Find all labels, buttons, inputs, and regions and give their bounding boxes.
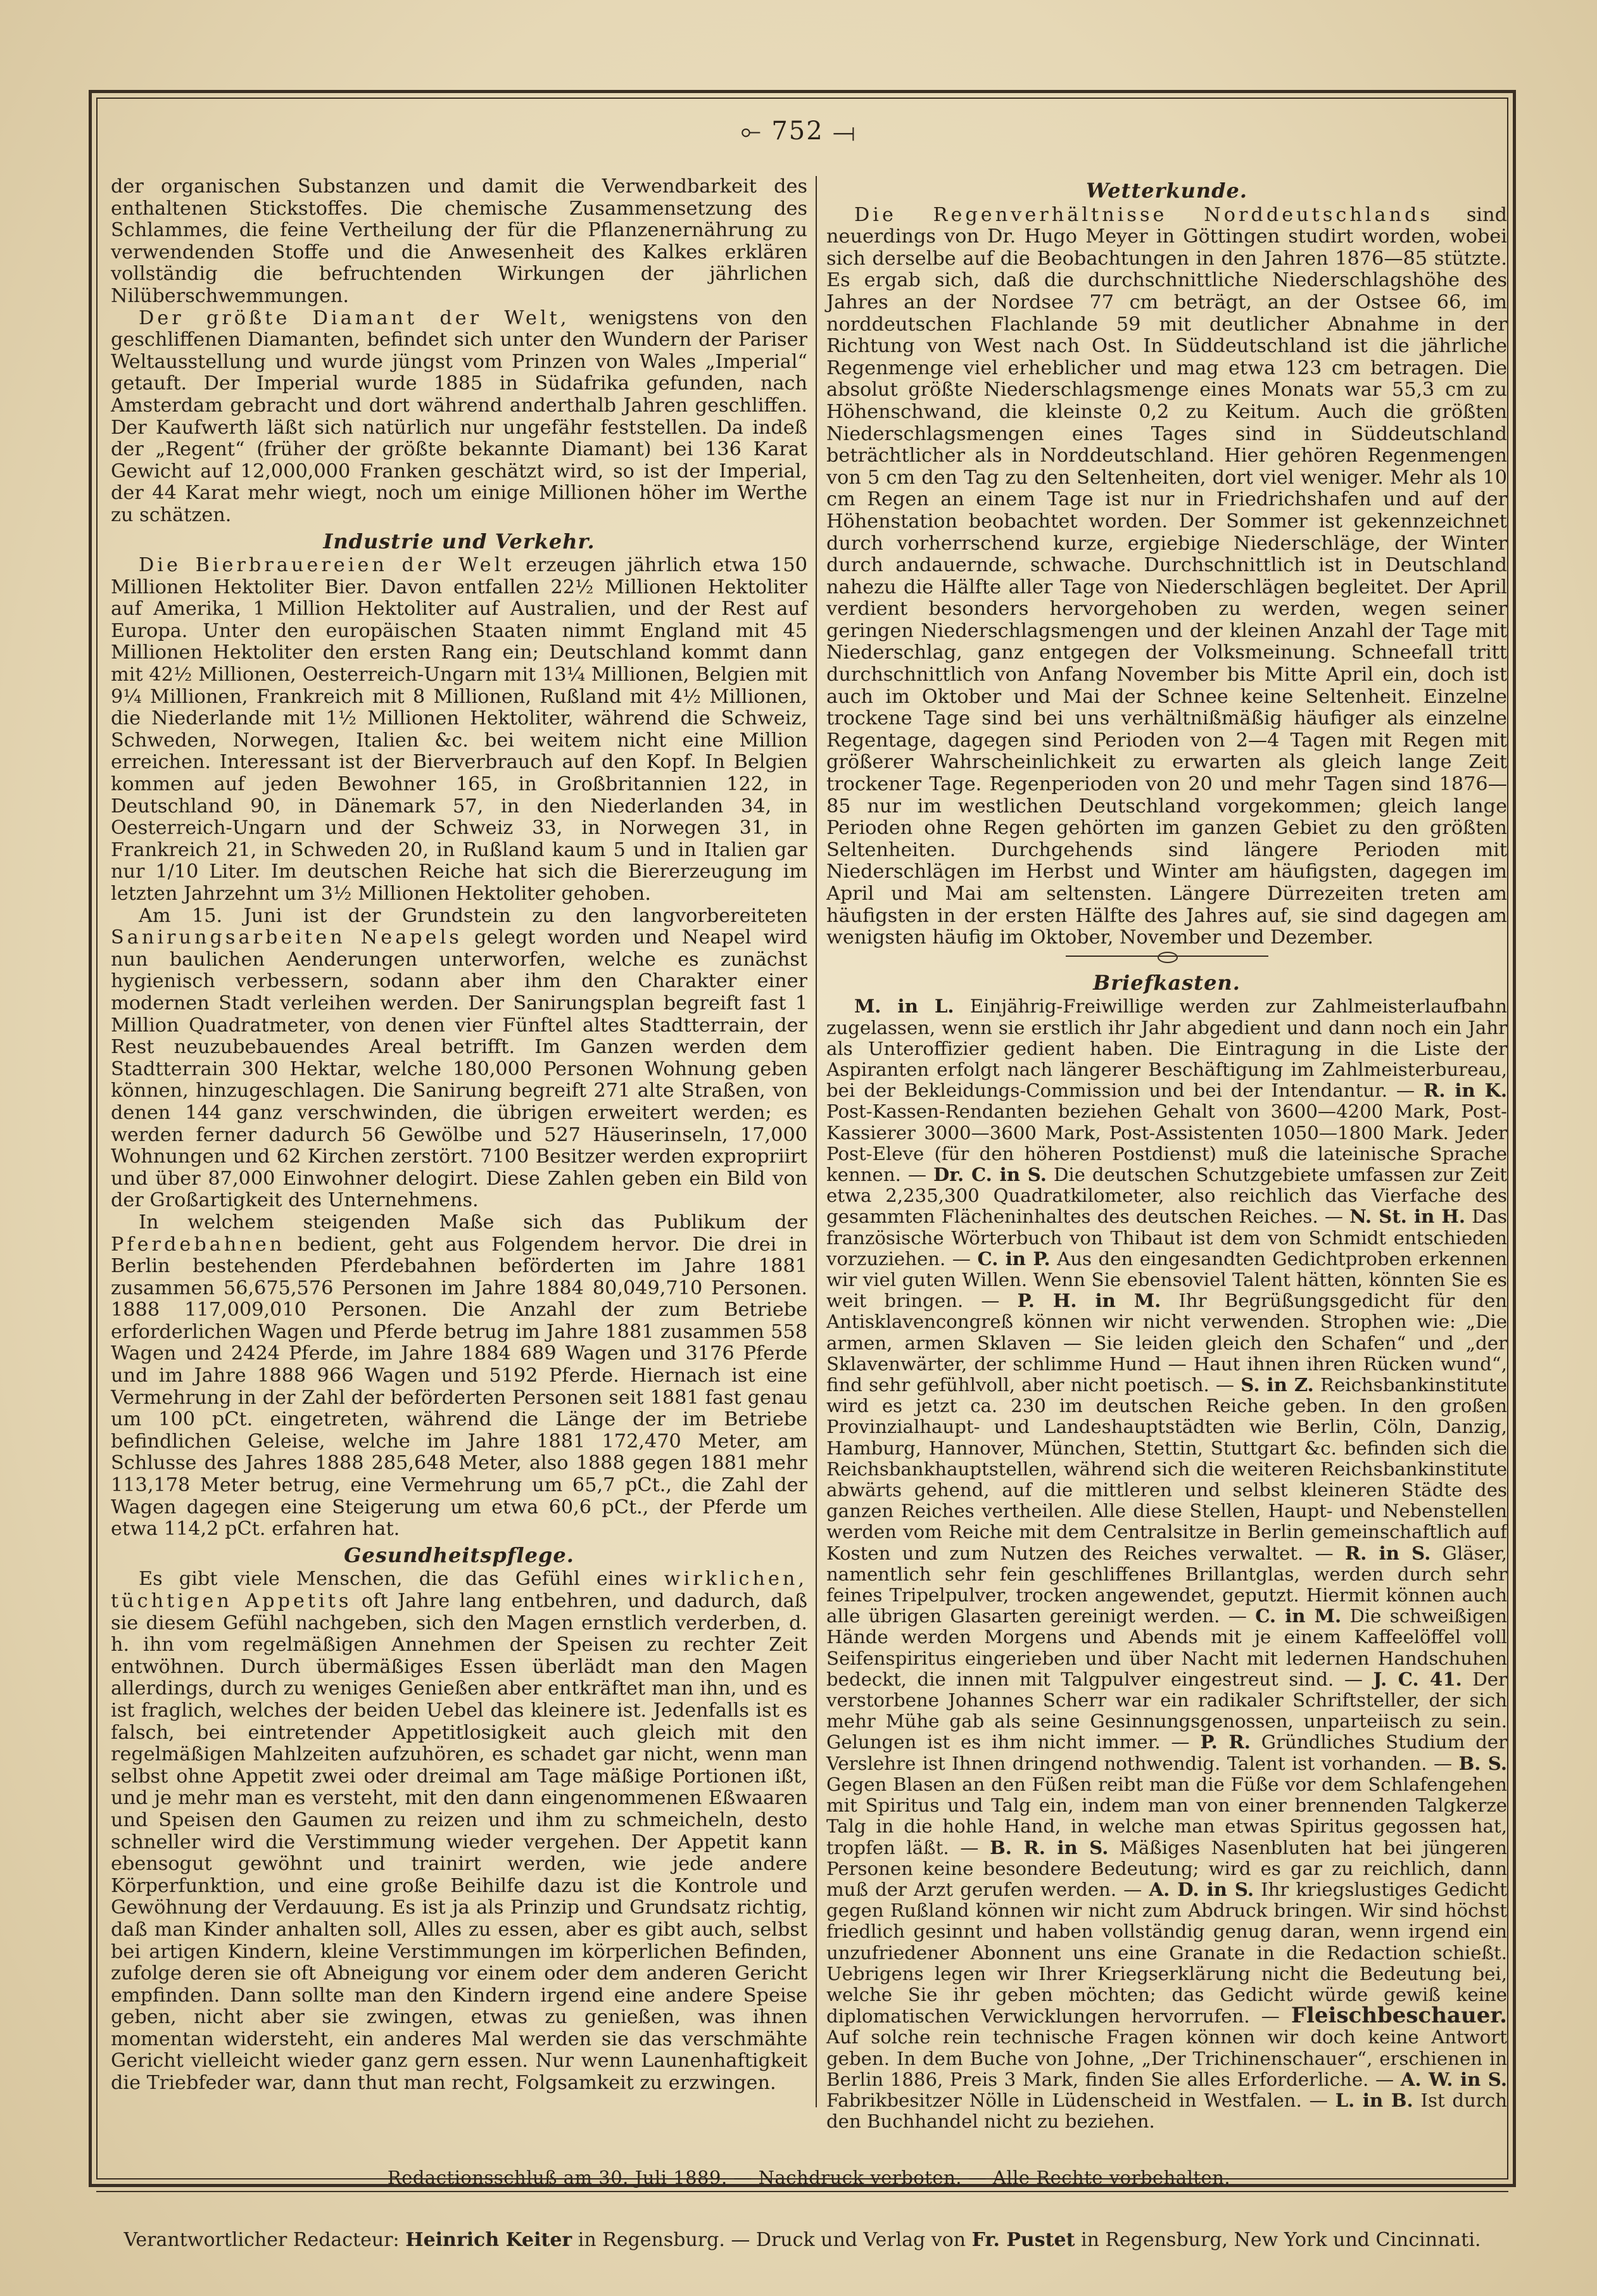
column-divider <box>816 176 817 2107</box>
section-title-industrie: Industrie und Verkehr. <box>323 529 595 553</box>
paragraph-diamond <box>111 308 807 527</box>
page-number-value: 752 <box>771 117 824 146</box>
letter-addressee: C. in P. <box>977 1247 1051 1270</box>
imprint-publisher: Fr. Pustet <box>971 2229 1075 2251</box>
text-tram-a: In welchem steigenden Maße sich das Publikum der <box>139 1211 807 1233</box>
letter-addressee: N. St. in H. <box>1349 1206 1466 1228</box>
letter-reply: Gläser, namentlich sehr fein geschliffenes Brillantglas, werden durch sehr feines Tripelpulver, trocken angewendet, geputzt. Hiermit können auch alle übrigen Glasarten gereinigt werden. — <box>826 1542 1507 1627</box>
letter-reply: Ihr kriegslustiges Gedicht gegen Rußland können wir nicht zum Abdruck bringen. Wir sind höchst friedlich gesinnt und haben vollständig genug daran, wenn irgend ein unzufriedener Abonnent uns eine Granate in die Redaction schießt. Uebrigens legen wir Ihrer Kriegserklärung nicht die Bedeutung bei, welche Sie ihr geben möchten; das Gedicht würde gewiß keine diplomatischen Verwicklungen hervorrufen. — <box>826 1878 1508 2028</box>
ornament-right-icon: ⟞ <box>823 117 857 146</box>
paragraph-nile: der organischen Substanzen und damit die Verwendbarkeit des enthaltenen Stickstoffes. Die chemische Zusammensetzung des Schlammes, die feine Vertheilung der für die Pflanzenernährung zu verwendenden Stoffe und die Anwesenheit des Kalkes erklären vollständig die befruchtenden Wirkungen der jährlichen Nilüberschwemmungen. <box>111 175 807 307</box>
letter-reply: Post-Kassen-Rendanten beziehen Gehalt von 3600—4200 Mark, Post-Kassierer 3000—3600 Mark, Post-Assistenten 1050—1800 Mark. Jeder Post-Eleve (für den höheren Postdienst) muß die lateinische Sprache kennen. — <box>826 1101 1507 1185</box>
letter-reply: Ihr Begrüßungsgedicht für den Antisklavencongreß können wir nicht verwenden. Strophen wie: „Die armen, armen Sklaven — Sie leiden gleich den Schafen“ und „der Sklavenwärter, der schlimme Hund — Haut ihnen ihren Rücken wund“, find sehr gefühlvoll, aber nicht poetisch. — <box>826 1290 1508 1396</box>
headline-beer: Die Bierbrauereien der Welt <box>139 554 515 577</box>
headline-naples: Sanirungsarbeiten Neapels <box>111 926 462 949</box>
letter-addressee: B. R. in S. <box>990 1836 1109 1858</box>
imprint-line <box>89 2229 1516 2251</box>
headline-diamond: Der größte Diamant der Welt, <box>139 306 570 329</box>
text-tram-b: bedient, geht aus Folgendem hervor. Die drei in Berlin bestehenden Pferdebahnen beförderten im Jahre 1881 zusammen 56,675,576 Personen im Jahre 1884 80,049,710 Personen. 1888 117,009,010 Personen. Die Anzahl der zum Betriebe erforderlichen Wagen und Pferde betrug im Jahre 1881 zusammen 558 Wagen und 2424 Pferde, im Jahre 1884 689 Wagen und 3176 Pferde und im Jahre 1888 966 Wagen und 5192 Pferde. Hiernach ist eine Vermehrung in der Zahl der beförderten Personen seit 1881 fast genau um 100 pCt. eingetreten, während die Länge der im Betriebe befindlichen Geleise, welche im Jahre 1881 172,470 Meter, am Schlusse des Jahres 1888 285,648 Meter, also 1888 gegen 1881 mehr 113,178 Meter betrug, eine Vermehrung um 65,7 pCt., die Zahl der Wagen dagegen eine Steigerung um etwa 60,6 pCt., der Pferde um etwa 114,2 pCt. erfahren hat. <box>111 1233 807 1541</box>
letter-reply: Reichsbankinstitute wird es jetzt ca. 230 im deutschen Reiche geben. In den großen Provinzialhaupt- und Landeshauptstädten wie Berlin, Cöln, Danzig, Hamburg, Hannover, München, Stettin, Stuttgart &c. befinden sich die Reichsbankhauptstellen, während sich die weiteren Reichsbankinstitute abwärts gehend, auf die mittleren und selbst kleineren Städte des ganzen Reiches vertheilen. Alle diese Stellen, Haupt- und Nebenstellen werden vom Reiche mit dem Centralsitze in Berlin gemeinschaftlich auf Kosten und zum Nutzen des Reiches verwaltet. — <box>826 1374 1508 1564</box>
letter-addressee: Fleischbeschauer. <box>1291 2003 1507 2029</box>
text-naples-a: Am 15. Juni ist der Grundstein zu den langvorbereiteten <box>139 904 807 927</box>
letter-addressee: C. in M. <box>1255 1605 1342 1627</box>
headline-appetite: wirklichen, tüchtigen Appetits <box>111 1568 807 1612</box>
letter-reply: Die deutschen Schutzgebiete umfassen zur Zeit etwa 2,235,300 Quadratkilometer, also reichlich das Vierfache des gesammten Flächeninhaltes des deutschen Reiches. — <box>826 1164 1508 1228</box>
letter-reply: Ist durch den Buchhandel nicht zu beziehen. <box>826 2089 1508 2133</box>
text-appetite-a: Es gibt viele Menschen, die das Gefühl eines <box>139 1568 648 1591</box>
imprint-text: Verantwortlicher Redacteur: <box>123 2229 400 2251</box>
paragraph-appetite <box>111 1568 807 2094</box>
letter-reply: Gegen Blasen an den Füßen reibt man die Füße vor dem Schlafengehen mit Spiritus und Talg ein, indem man von einer brennenden Talgkerze Talg in die hohle Hand, in welche man etwas Spiritus gegossen hat, tropfen läßt. — <box>826 1773 1507 1858</box>
text-beer: erzeugen jährlich etwa 150 Millionen Hektoliter Bier. Davon entfallen 22½ Millionen Hektoliter auf Amerika, 1 Million Hektoliter auf Australien, und der Rest auf Europa. Unter den europäischen Staaten nimmt England mit 45 Millionen Hektoliter den ersten Rang ein; Deutschland kommt dann mit 42½ Millionen, Oesterreich-Ungarn mit 13¼ Millionen, Belgien mit 9¼ Millionen, Frankreich mit 8 Millionen, Rußland mit 4½ Millionen, die Niederlande mit 1½ Millionen Hektoliter, während die Schweiz, Schweden, Norwegen, Italien &c. bei weitem nicht eine Million erreichen. Interessant ist der Bierverbrauch auf den Kopf. In Belgien kommen auf jeden Bewohner 165, in Großbritannien 122, in Deutschland 90, in Dänemark 57, in den Niederlanden 34, in Oesterreich-Ungarn und der Schweiz 33, in Norwegen 31, in Frankreich 21, in Schweden 20, in Rußland kaum 5 und in Italien gar nur 1/10 Liter. Im deutschen Reiche hat sich die Biererzeugung im letzten Jahrzehnt um 3½ Millionen Hektoliter gehoben. <box>111 554 807 905</box>
letter-reply: Einjährig-Freiwillige werden zur Zahlmeisterlaufbahn zugelassen, wenn sie erstlich ihr Jahr abgedient und dann noch ein Jahr als Unteroffizier gedient haben. Die Eintragung in die Liste der Aspiranten erfolgt nach längerer Beschäftigung im Zahlmeisterbureau, bei der Bekleidungs-Commission und bei der Intendantur. — <box>826 995 1507 1102</box>
imprint-editor: Heinrich Keiter <box>405 2229 572 2251</box>
letter-addressee: P. H. in M. <box>1017 1290 1161 1312</box>
paragraph-rain <box>826 205 1507 949</box>
letter-addressee: A. D. in S. <box>1149 1878 1254 1900</box>
text-diamond: wenigstens von den geschliffenen Diamanten, befindet sich unter den Wundern der Pariser Weltausstellung und wurde jüngst vom Prinzen von Wales „Imperial“ getauft. Der Imperial wurde 1885 in Südafrika gefunden, nach Amsterdam gebracht und dort während anderthalb Jahren geschliffen. Der Kaufwerth läßt sich natürlich nur ungefähr feststellen. Da indeß der „Regent“ (früher der größte bekannte Diamant) bei 136 Karat Gewicht auf 12,000,000 Franken geschätzt wird, so ist der Imperial, der 44 Karat mehr wiegt, noch um einige Millionen höher im Werthe zu schätzen. <box>111 306 807 526</box>
page-number <box>735 117 862 146</box>
letter-reply: Mäßiges Nasenbluten hat bei jüngeren Personen keine besondere Bedeutung; wird es gar zu reichlich, dann muß der Arzt gerufen werden. — <box>826 1836 1508 1900</box>
ornament-left-icon: ⟜ <box>740 117 772 146</box>
section-title-wetter: Wetterkunde. <box>1085 179 1248 203</box>
paragraph-naples <box>111 905 807 1212</box>
letter-reply: Aus den eingesandten Gedichtproben erkennen wir viel guten Willen. Wenn Sie ebensoviel Talent hätten, könnten Sie es weit bringen. — <box>826 1247 1507 1312</box>
editorial-closing-note: Redactionsschluß am 30. Juli 1889. — Nachdruck verboten. — Alle Rechte vorbehalten. <box>387 2167 1231 2188</box>
letter-addressee: M. in L. <box>854 995 954 1018</box>
ornamental-rule <box>1066 956 1268 966</box>
headline-tram: Pferdebahnen <box>111 1233 286 1256</box>
text-rain: sind neuerdings von Dr. Hugo Meyer in Göttingen studirt worden, wobei sich derselbe auf die Beobachtungen in den Jahren 1876—85 stützte. Es ergab sich, daß die durchschnittliche Niederschlagshöhe des Jahres an der Nordsee 77 cm beträgt, an der Ostsee 66, im norddeutschen Flachlande 59 mit deutlicher Abnahme in der Richtung von West nach Ost. In Süddeutschland ist die jährliche Regenmenge viel erheblicher und mag etwa 123 cm betragen. Die absolut größte Niederschlagsmenge eines Monats war 55,3 cm zu Höhenschwand, die kleinste 0,2 zu Keitum. Auch die größten Niederschlagsmengen eines Tages sind in Süddeutschland beträchtlicher als in Norddeutschland. Hier gehören Regenmengen von 5 cm den Tag zu den Seltenheiten, dort viel weniger. Mehr als 10 cm Regen an einem Tage ist nur in Friedrichshafen und auf der Höhenstation beobachtet worden. Der Sommer ist gekennzeichnet durch vorherrschend kurze, ergiebige Niederschläge, der Winter durch andauernde, schwache. Durchschnittlich ist in Deutschland nahezu die Hälfte aller Tage von Niederschlägen begleitet. Der April verdient besonders hervorgehoben zu werden, wegen seiner geringen Niederschlagsmengen und der kleinen Anzahl der Tage mit Niederschlag, ganz entgegen der Volksmeinung. Schneefall tritt durchschnittlich von Anfang November bis Mitte April ein, doch ist auch im Oktober und Mai der Schnee keine Seltenheit. Einzelne trockene Tage sind bei uns verhältnißmäßig häufiger als einzelne Regentage, dagegen sind Perioden von 2—4 Tagen mit Regen mit größerer Wahrscheinlichkeit zu erwarten als gleich lange Zeit trockener Tage. Regenperioden von 20 und mehr Tagen sind 1876—85 nur im westlichen Deutschland vorgekommen; gleich lange Perioden ohne Regen gehörten im ganzen Gebiet zu den größten Seltenheiten. Durchgehends sind längere Perioden mit Niederschlägen im Herbst und Winter am häufigsten, dagegen im April und Mai am seltensten. Längere Dürrezeiten treten am häufigsten in der ersten Hälfte des Jahres auf, sie sind dagegen am wenigsten häufig im Oktober, November und Dezember. <box>826 203 1507 949</box>
letter-addressee: J. C. 41. <box>1373 1668 1462 1690</box>
letter-entries <box>826 996 1507 2132</box>
left-column <box>111 176 807 2114</box>
letter-addressee: R. in S. <box>1345 1542 1431 1564</box>
letter-addressee: Dr. C. in S. <box>933 1164 1047 1185</box>
right-column <box>826 176 1508 2133</box>
letter-reply: Der verstorbene Johannes Scherr war ein radikaler Schriftsteller, der sich mehr Mühe gab als seine Gesinnungsgenossen, unparteiisch zu sein. Gelungen ist es ihm nicht immer. — <box>826 1668 1507 1753</box>
text-naples-b: gelegt worden und Neapel wird nun baulichen Aenderungen unterworfen, welche es zunächst hygienisch verbessern, sodann aber ihm den Charakter einer modernen Stadt verleihen werden. Der Sanirungsplan begreift fast 1 Million Quadratmeter, von denen vier Fünftel altes Stadtterrain, der Rest neuzubebauendes Areal betrifft. Im Ganzen werden dem Stadtterrain 300 Hektar, welche 180,000 Personen Wohnung geben können, hinzugeschlagen. Die Sanirung begreift 271 alte Straßen, von denen 144 ganz verschwinden, die übrigen erweitert werden; es werden ferner dadurch 56 Gewölbe und 527 Häuserinseln, 17,000 Wohnungen und 62 Kirchen zerstört. 7100 Besitzer werden expropriirt und über 87,000 Einwohner delogirt. Diese Zahlen geben ein Bild von der Großartigkeit des Unternehmens. <box>111 926 807 1212</box>
letter-addressee: L. in B. <box>1335 2089 1413 2111</box>
letter-addressee: S. in Z. <box>1240 1374 1314 1396</box>
text-appetite-b: oft Jahre lang entbehren, und dadurch, daß sie diesem Gefühl nachgeben, sich den Magen ernstlich verderben, d. h. ihn vom regelmäßigen Annehmen der Speisen zu rechter Zeit entwöhnen. Durch übermäßiges Essen überlädt man den Magen allerdings, durch zu weniges Genießen aber entkräftet man ihn, und es ist fraglich, welches der beiden Uebel das kleinere ist. Jedenfalls ist es falsch, bei eintretender Appetitlosigkeit auch gleich mit den regelmäßigen Mahlzeiten aufzuhören, es schadet gar nicht, wenn man selbst ohne Appetit zwei oder dreimal am Tage mäßige Portionen ißt, und je mehr man es versteht, mit den dann eingenommenen Eßwaaren und Speisen den Gaumen zu reizen und ihm zu schmeicheln, desto schneller wird die Verstimmung wieder vergehen. Der Appetit kann ebensogut gewöhnt und trainirt werden, wie jede andere Körperfunktion, und eine große Beihilfe dazu ist die Kontrole und Gewöhnung der Verdauung. Es ist ja als Prinzip und Grundsatz richtig, daß man Kinder anhalten soll, Alles zu essen, aber es gibt auch, selbst bei artigen Kindern, kleine Verstimmungen im körperlichen Befinden, zufolge deren sie oft Abneigung vor einem oder dem anderen Gericht empfinden. Dann sollte man den Kindern irgend eine andere Speise geben, nicht aber sie zwingen, etwas zu genießen, was ihnen momentan widersteht, ein anderes Mal werden sie das verschmähte Gericht vielleicht wieder ganz gern essen. Nur wenn Launenhaftigkeit die Triebfeder war, dann thut man recht, Folgsamkeit zu erzwingen. <box>111 1590 807 2095</box>
section-title-briefkasten: Briefkasten. <box>1093 970 1240 995</box>
paragraph-tram <box>111 1212 807 1541</box>
letter-addressee: R. in K. <box>1423 1080 1507 1102</box>
footer-divider <box>96 2191 1508 2192</box>
letter-addressee: B. S. <box>1458 1752 1507 1774</box>
letter-reply: Auf solche rein technische Fragen können wir doch keine Antwort geben. In dem Buche von Johne, „Der Trichinenschauer“, erschienen in Berlin 1886, Preis 3 Mark, finden Sie alles Erforderliche. — <box>826 2026 1507 2090</box>
letter-addressee: A. W. in S. <box>1400 2068 1507 2090</box>
letter-reply: Fabrikbesitzer Nölle in Lüdenscheid in Westfalen. — <box>826 2089 1328 2111</box>
imprint-text: in Regensburg, New York und Cincinnati. <box>1080 2229 1481 2251</box>
letter-reply: Die schweißigen Hände werden Morgens und Abends mit je einem Kaffeelöffel voll Seifenspiritus eingerieben und über Nacht mit ledernen Handschuhen bedeckt, die innen mit Talgpulver eingestreut sind. — <box>826 1605 1508 1690</box>
imprint-text: in Regensburg. — Druck und Verlag von <box>578 2229 966 2251</box>
headline-rain: Die Regenverhältnisse Norddeutschlands <box>854 203 1434 226</box>
letter-addressee: P. R. <box>1200 1731 1251 1753</box>
letter-reply: Gründliches Studium der Verslehre ist Ihnen dringend nothwendig. Talent ist vorhanden. — <box>826 1731 1507 1774</box>
section-title-gesundheit: Gesundheitspflege. <box>344 1542 574 1567</box>
paragraph-beer <box>111 555 807 905</box>
letters-section <box>826 996 1507 2132</box>
letter-reply: Das französische Wörterbuch von Thibaut ist dem von Schmidt entschieden vorzuziehen. — <box>826 1206 1507 1270</box>
